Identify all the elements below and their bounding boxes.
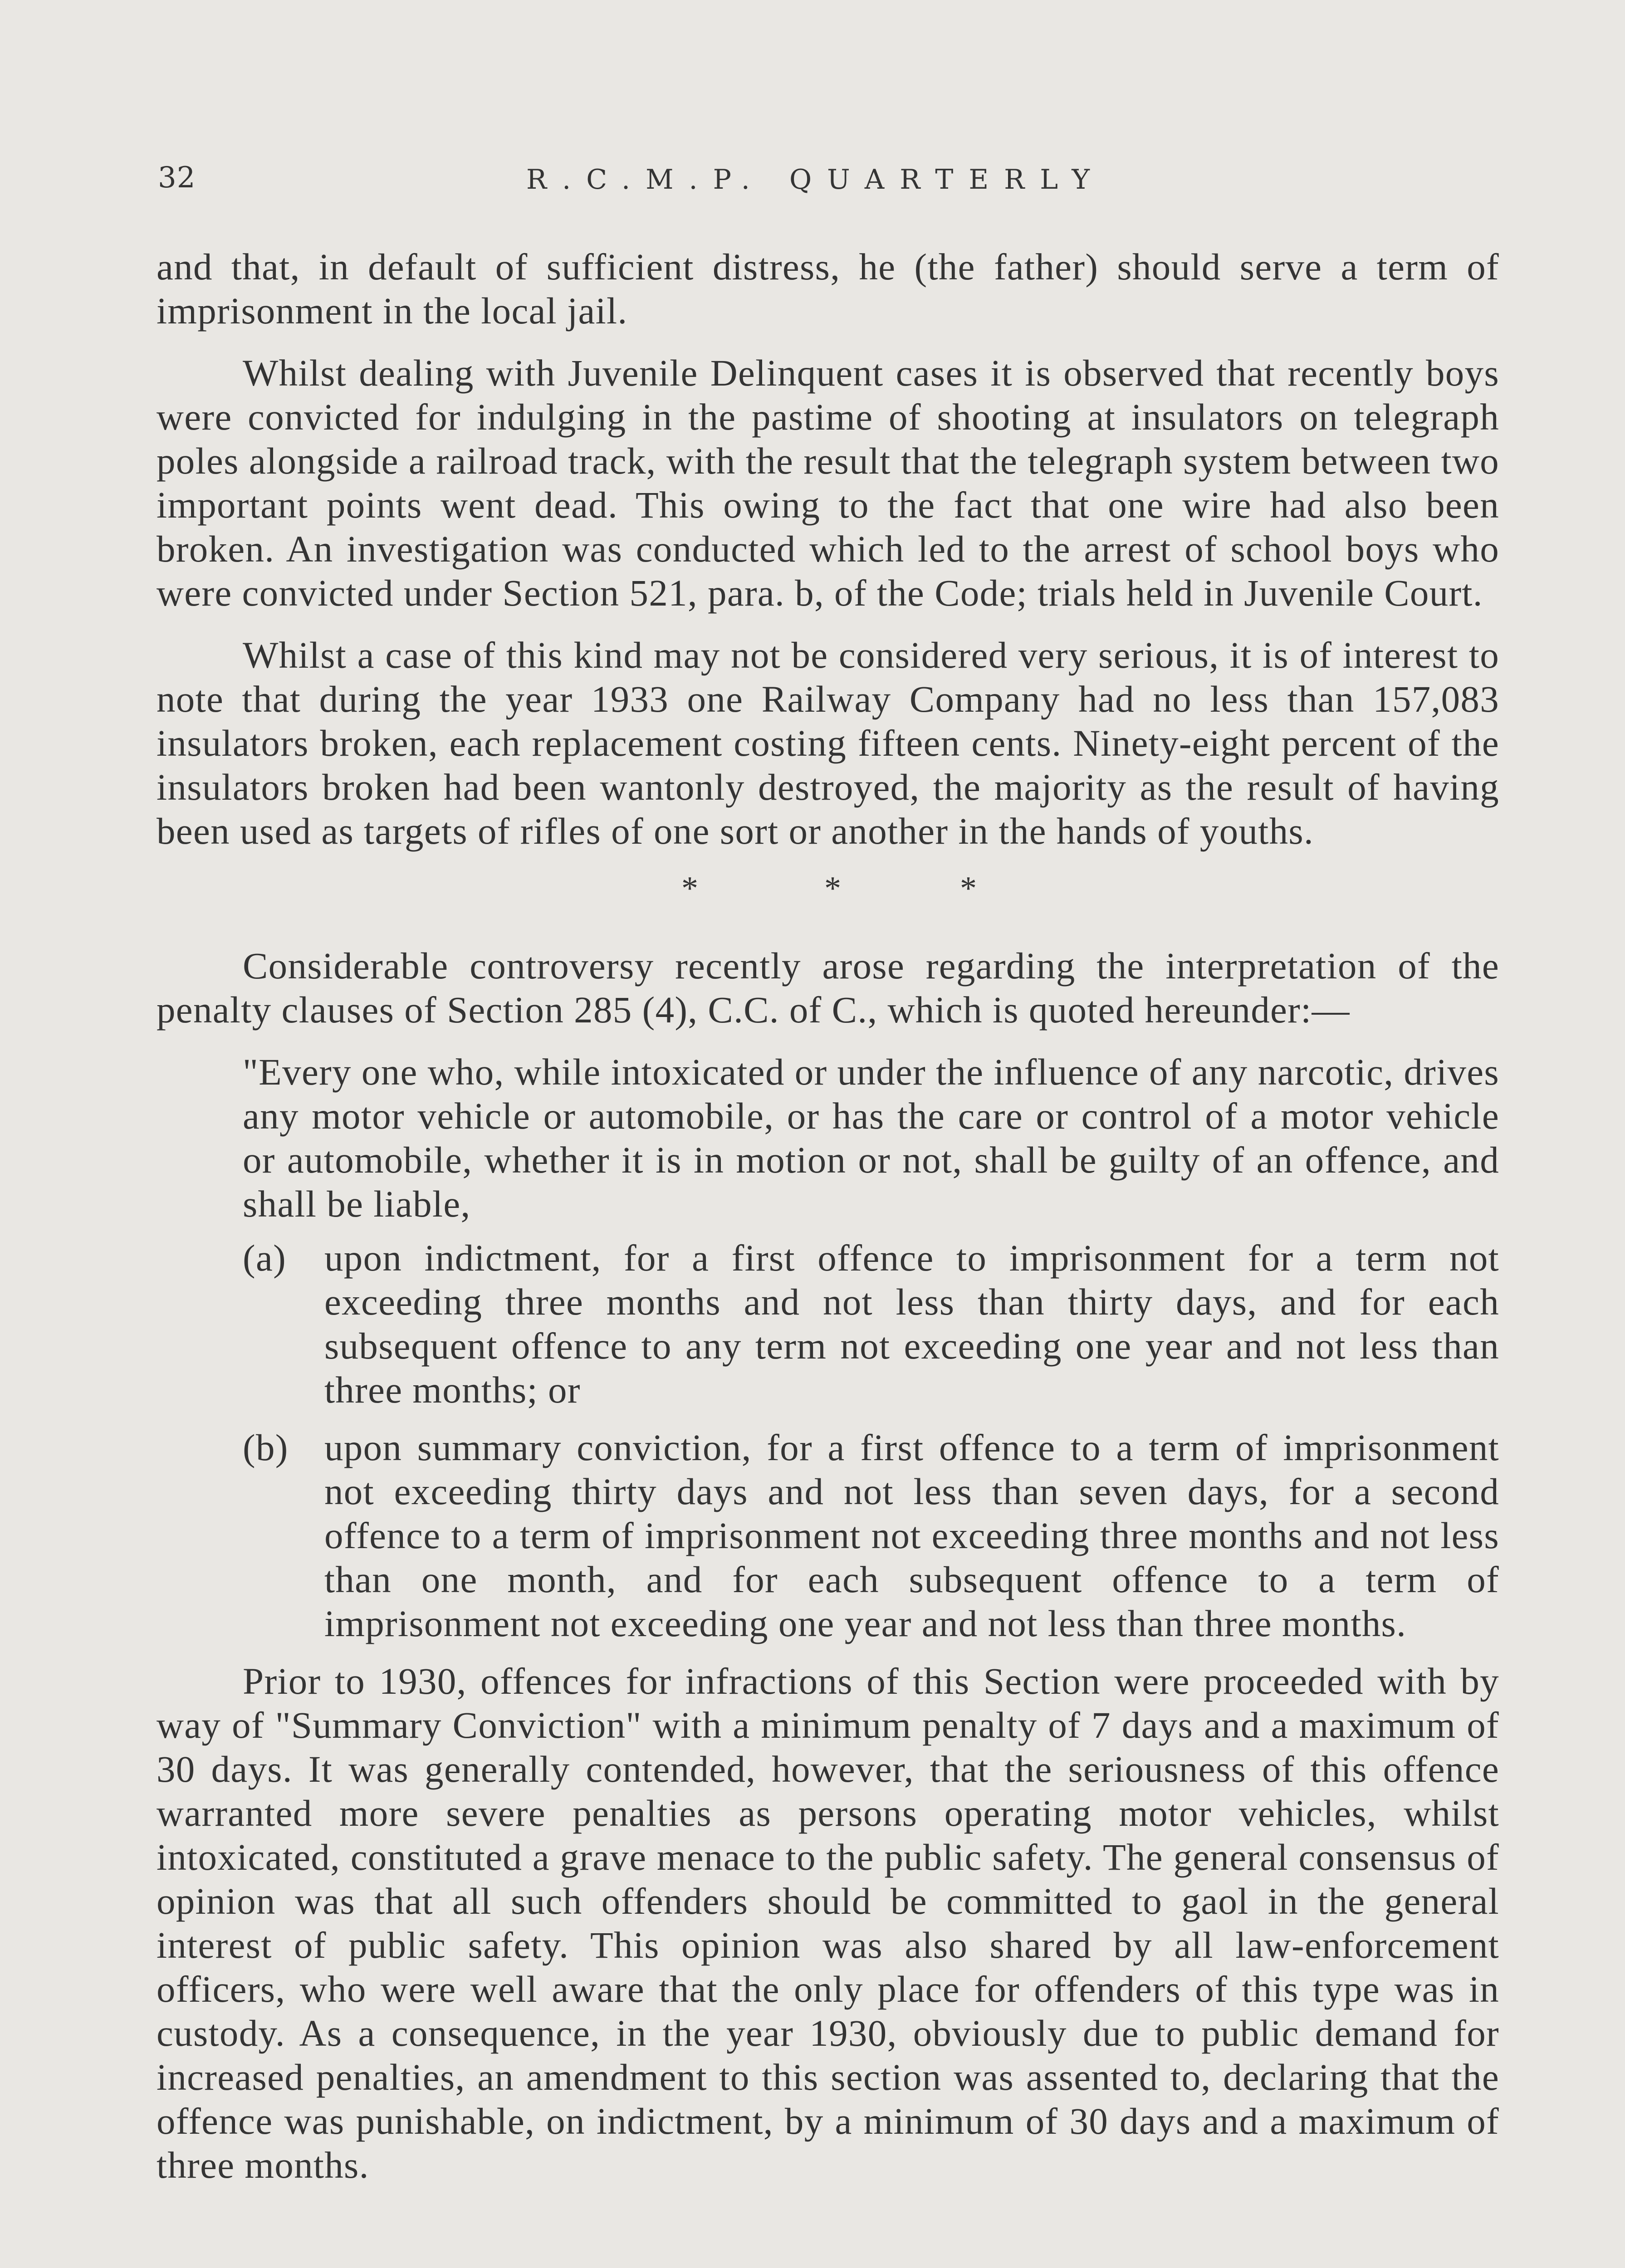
journal-title: R.C.M.P. QUARTERLY <box>526 164 1105 196</box>
clause-a-label: (a) <box>243 1237 287 1279</box>
statute-quote: "Every one who, while intoxicated or under the influence of any narcotic, drives any motor vehicle or automobile, or has the care or control of a motor vehicle or automobile, whether it is in motion or not, shall be guilty of an offence, and shall be liable, <box>243 1051 1499 1225</box>
paragraph-prior-to-1930: Prior to 1930, offences for infractions of this Section were proceeded with by way of "Summary Conviction" with a minimum penalty of 7 days and a maximum of 30 days. It was generally contended, however, that the seriousness of this offence warranted more severe penalties as persons operating motor vehicles, whilst intoxicated, constituted a grave menace to the public safety. The general consensus of opinion was that all such offenders should be committed to gaol in the general interest of public safety. This opinion was also shared by all law-enforcement officers, who were well aware that the only place for offenders of this type was in custody. As a consequence, in the year 1930, obviously due to public demand for increased penalties, an amendment to this section was assented to, declaring that the offence was punishable, on indictment, by a minimum of 30 days and a maximum of three months. <box>157 1660 1499 2186</box>
statute-clause-b <box>157 1426 1499 1646</box>
paragraph-juvenile-delinquent: Whilst dealing with Juvenile Delinquent cases it is observed that recently boys were convicted for indulging in the pastime of shooting at insulators on telegraph poles alongside a railroad track, with the result that the telegraph system between two important points went dead. This owing to the fact that one wire had also been broken. An investigation was conducted which led to the arrest of school boys who were convicted under Section 521, para. b, of the Code; trials held in Juvenile Court. <box>157 352 1499 614</box>
statute-clause-a <box>157 1236 1499 1412</box>
clause-b-label: (b) <box>243 1427 289 1468</box>
clause-b-text: upon summary conviction, for a first offence to a term of imprisonment not exceeding thirty days and not less than seven days, for a second offence to a term of imprisonment not exceeding three months and not less than one month, and for each subsequent offence to a term of imprisonment not exceeding one year and not less than three months. <box>324 1427 1499 1644</box>
separator-star-3: * <box>960 870 978 907</box>
page-number: 32 <box>158 161 196 195</box>
clause-a-text: upon indictment, for a first offence to imprisonment for a term not exceeding three months and not less than thirty days, and for each subsequent offence to any term not exceeding one year and not less than three months; or <box>324 1237 1499 1411</box>
section-separator <box>157 871 1499 917</box>
paragraph-continuation: and that, in default of sufficient distress, he (the father) should serve a term of imprisonment in the local jail. <box>157 246 1499 332</box>
body-text <box>157 245 1499 2205</box>
separator-star-1: * <box>681 870 699 907</box>
running-header <box>0 161 1625 202</box>
paragraph-insulators: Whilst a case of this kind may not be considered very serious, it is of interest to note that during the year 1933 one Railway Company had no less than 157,083 insulators broken, each replacement costing fifteen cents. Ninety-eight percent of the insulators broken had been wantonly destroyed, the majority as the result of having been used as targets of rifles of one sort or another in the hands of youths. <box>157 634 1499 852</box>
paragraph-controversy: Considerable controversy recently arose regarding the interpretation of the penalty clauses of Section 285 (4), C.C. of C., which is quoted hereunder:— <box>157 945 1499 1031</box>
separator-star-2: * <box>824 870 842 907</box>
